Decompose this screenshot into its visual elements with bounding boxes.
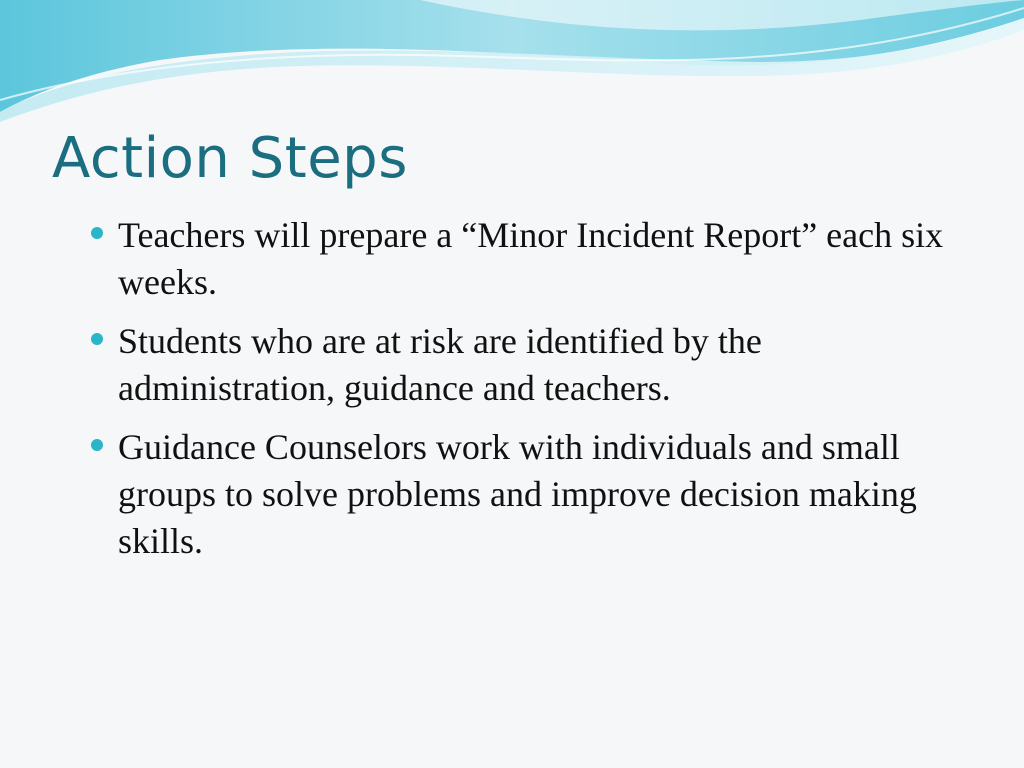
- bullet-item: [88, 318, 968, 412]
- bullet-dot-icon: [91, 333, 103, 345]
- bullet-text: Teachers will prepare a “Minor Incident Report” each six weeks.: [118, 215, 944, 302]
- bullet-text: Guidance Counselors work with individuals and small groups to solve problems and improve decision making skills.: [118, 427, 917, 561]
- bullet-list: [88, 212, 968, 577]
- bullet-text: Students who are at risk are identified by the administration, guidance and teachers.: [118, 321, 762, 408]
- bullet-item: [88, 212, 968, 306]
- bullet-item: [88, 424, 968, 565]
- slide-title: Action Steps: [52, 126, 408, 191]
- bullet-dot-icon: [91, 227, 103, 239]
- bullet-dot-icon: [91, 439, 103, 451]
- decorative-wave-header: [0, 0, 1024, 130]
